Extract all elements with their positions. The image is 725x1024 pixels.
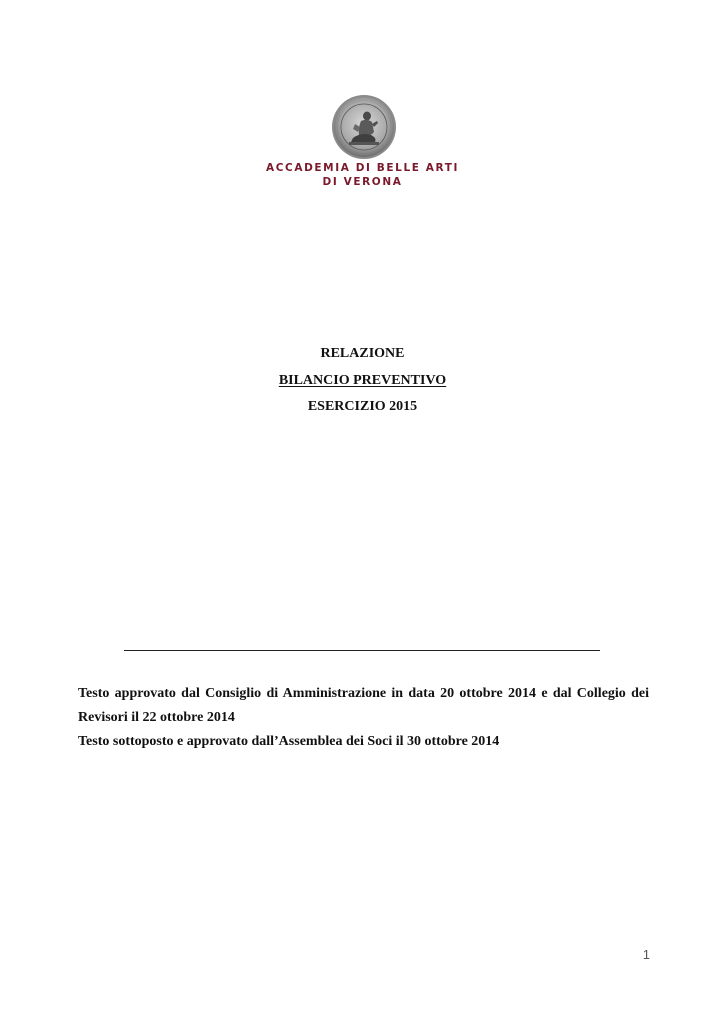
seal-logo-icon <box>331 94 397 160</box>
document-title-line-3: ESERCIZIO 2015 <box>307 399 418 414</box>
approval-line-2: Revisori il 22 ottobre 2014 <box>78 710 235 725</box>
horizontal-divider <box>124 650 600 651</box>
institution-name-line-2: DI VERONA <box>322 176 403 188</box>
approval-line-3: Testo sottoposto e approvato dall’Assemblea dei Soci il 30 ottobre 2014 <box>78 734 500 749</box>
approval-note <box>78 682 649 754</box>
institution-name-line-1: ACCADEMIA DI BELLE ARTI <box>266 162 459 174</box>
approval-line-1: Testo approvato dal Consiglio di Amministrazione in data 20 ottobre 2014 e dal Collegio dei <box>78 686 649 701</box>
document-title-line-2-text: BILANCIO PREVENTIVO <box>278 373 447 388</box>
page-number: 1 <box>642 947 650 962</box>
document-title-line-2 <box>0 373 725 389</box>
document-title-line-1: RELAZIONE <box>320 346 405 361</box>
